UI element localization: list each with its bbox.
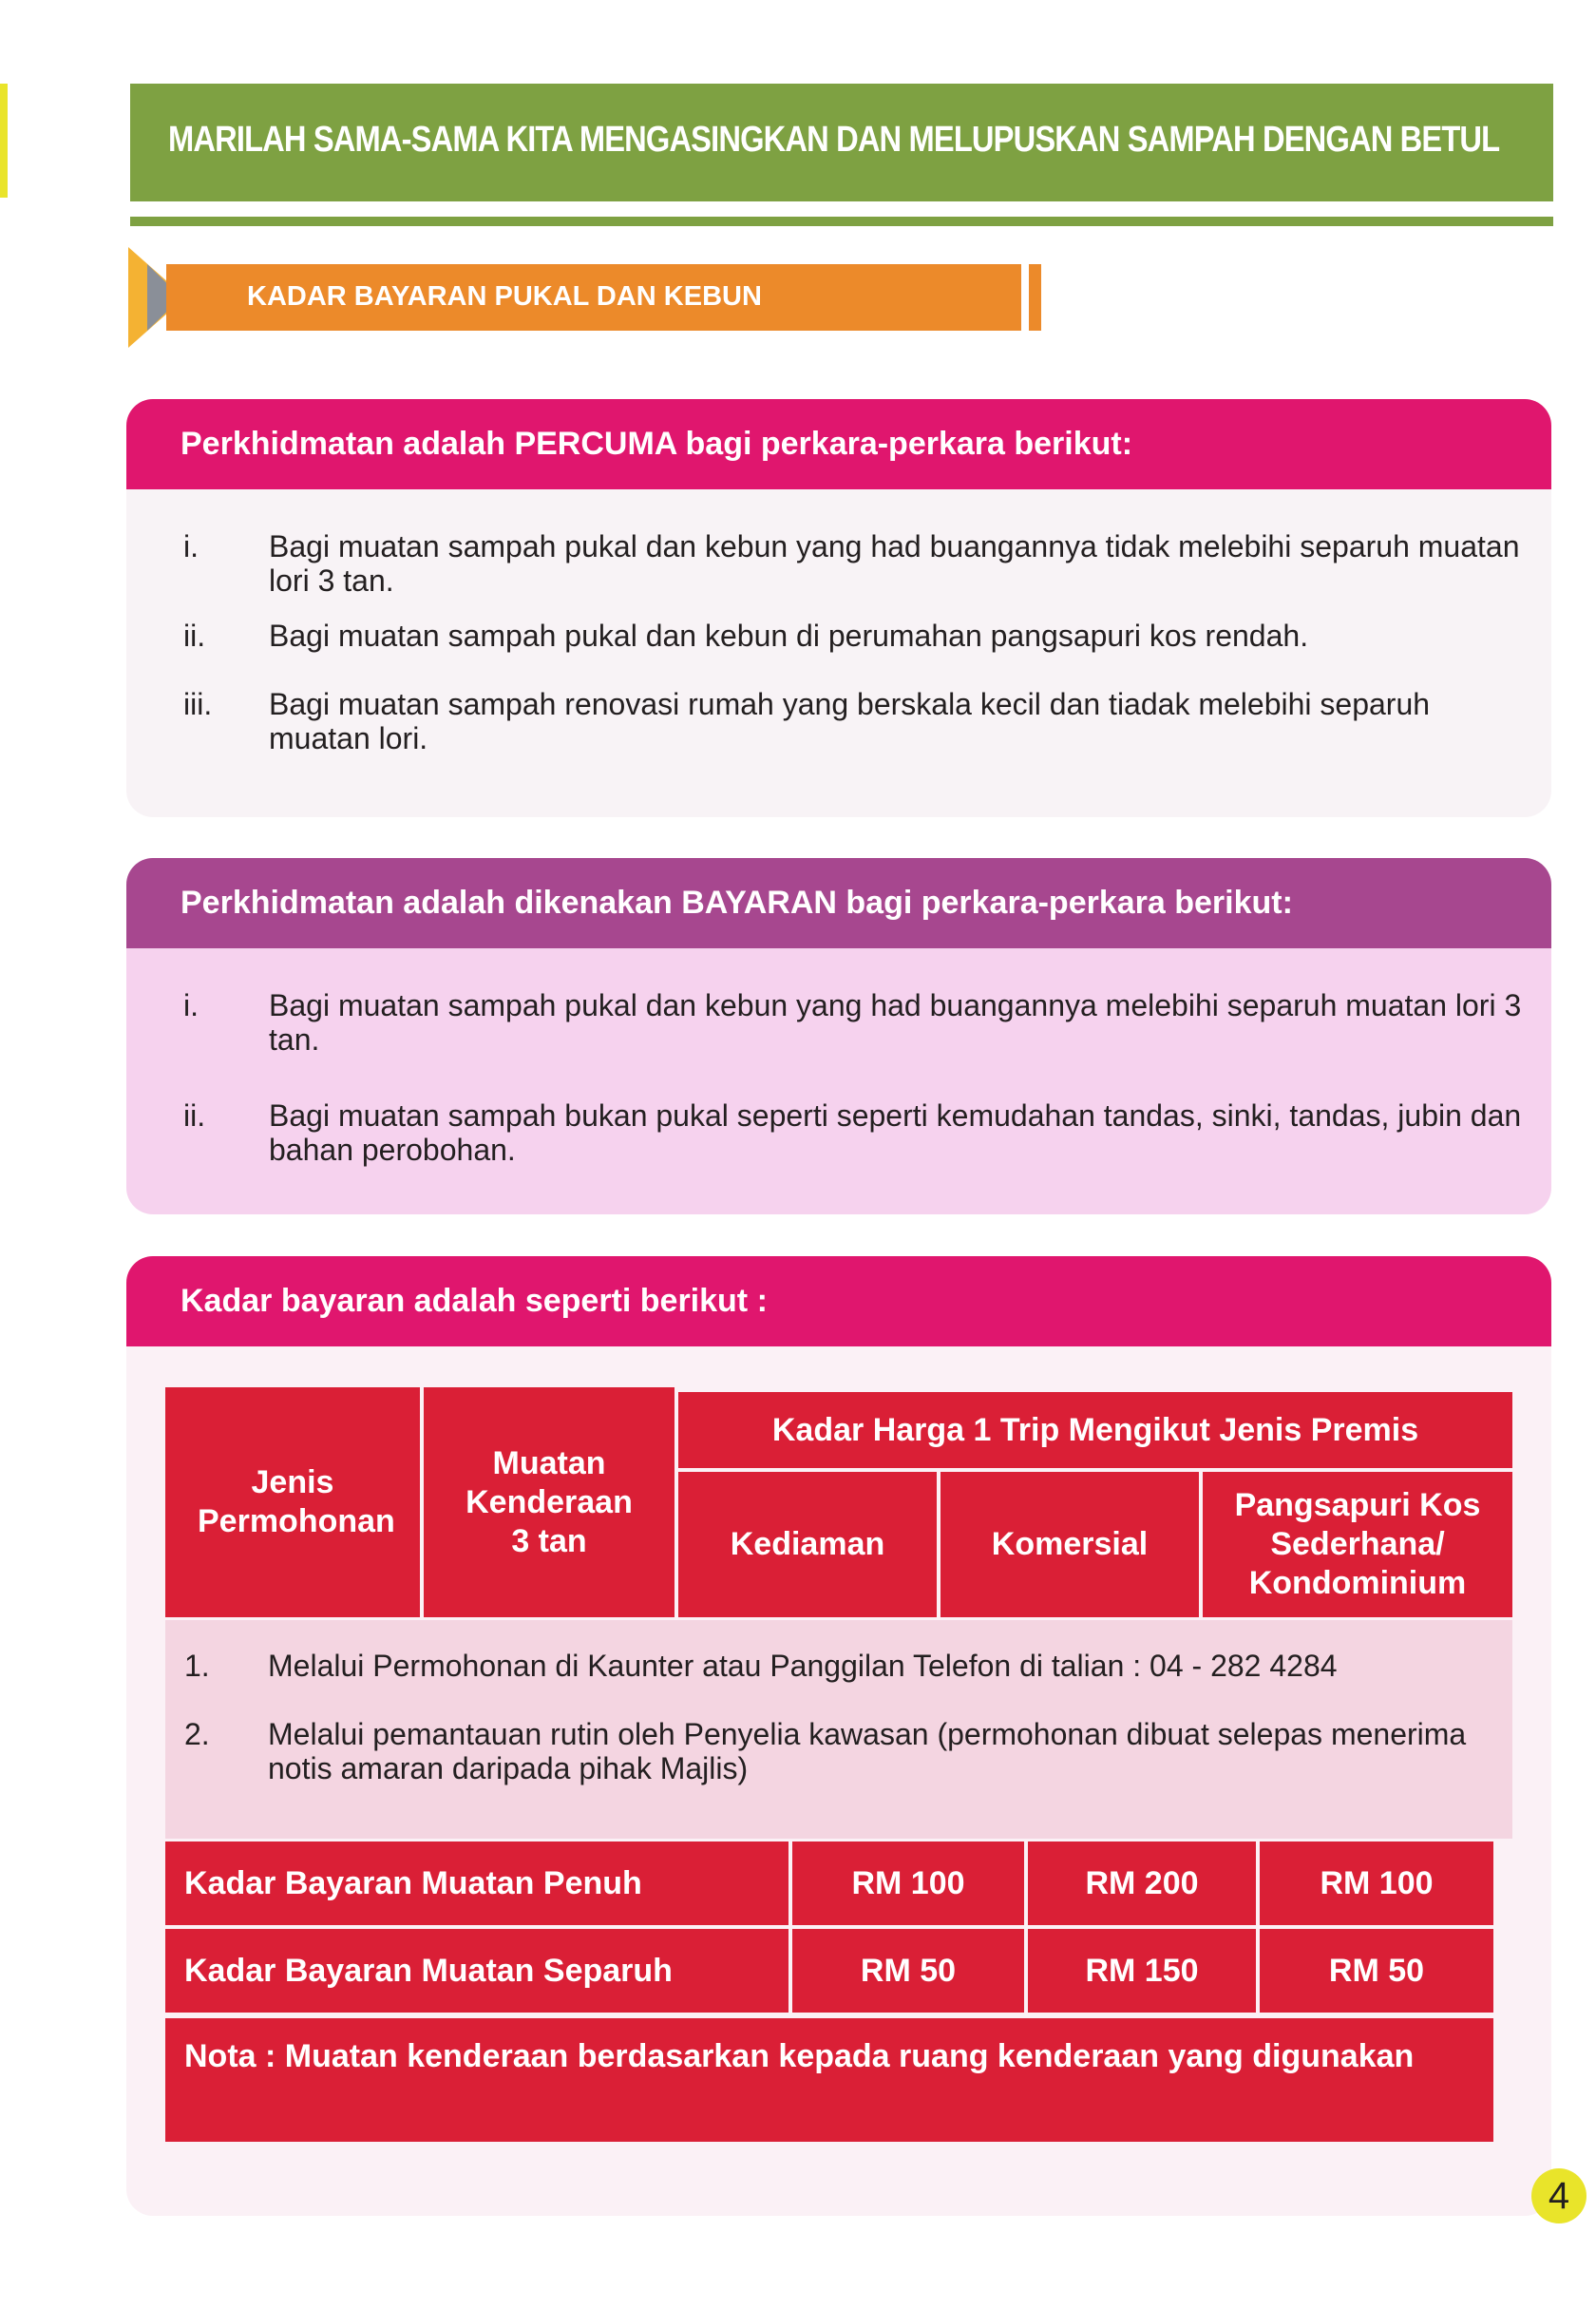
table-cell-komersial [1028, 1841, 1256, 1925]
rate-value: RM 100 [1320, 1864, 1434, 1901]
section-heading: KADAR BAYARAN PUKAL DAN KEBUN [247, 281, 762, 312]
header-pangsapuri [1203, 1472, 1512, 1617]
page-title: MARILAH SAMA-SAMA KITA MENGASINGKAN DAN MELUPUSKAN SAMPAH DENGAN BETUL [168, 120, 1500, 160]
page-number: 4 [1531, 2168, 1586, 2223]
divider [130, 217, 1553, 226]
section-bar-end [1029, 264, 1041, 331]
row-label: Kadar Bayaran Muatan Separuh [184, 1952, 673, 1989]
item-number: i. [183, 529, 199, 563]
free-service-panel [126, 399, 1551, 817]
header-komersial-label: Komersial [991, 1526, 1149, 1562]
table-cell-pangsapuri [1260, 1841, 1493, 1925]
note-number: 1. [184, 1649, 210, 1683]
note-text: Melalui pemantauan rutin oleh Penyelia kawasan (permohonan dibuat selepas menerima notis amaran daripada pihak Majlis) [268, 1717, 1467, 1785]
table-cell-komersial [1028, 1929, 1256, 2013]
header-kediaman [678, 1472, 937, 1617]
rate-value: RM 150 [1085, 1952, 1199, 1989]
free-service-heading: Perkhidmatan adalah PERCUMA bagi perkara-perkara berikut: [180, 426, 1133, 462]
paid-service-header [126, 858, 1551, 948]
header-jenis-permohonan [165, 1387, 420, 1617]
nota-text: Nota : Muatan kenderaan berdasarkan kepada ruang kenderaan yang digunakan [184, 2038, 1415, 2074]
item-number: ii. [183, 619, 206, 653]
rate-value: RM 50 [860, 1952, 957, 1989]
paid-service-panel [126, 858, 1551, 1214]
item-text: Bagi muatan sampah pukal dan kebun di perumahan pangsapuri kos rendah. [269, 619, 1309, 653]
item-text: Bagi muatan sampah pukal dan kebun yang had buangannya melebihi separuh muatan lori 3 tan. [269, 988, 1522, 1057]
table-cell-kediaman [792, 1929, 1024, 2013]
title-banner [130, 84, 1553, 201]
header-muatan-kenderaan [424, 1387, 674, 1617]
header-kadar-label: Kadar Harga 1 Trip Mengikut Jenis Premis [771, 1411, 1419, 1448]
section-heading-bar [166, 264, 1021, 331]
table-cell-kediaman [792, 1841, 1024, 1925]
note-number: 2. [184, 1717, 210, 1751]
header-kadar-harga [678, 1392, 1512, 1468]
item-text: Bagi muatan sampah pukal dan kebun yang had buangannya tidak melebihi separuh muatan lori 3 tan. [269, 529, 1520, 598]
header-muatan-label: Muatan Kenderaan 3 tan [466, 1444, 633, 1559]
nota-row [165, 2018, 1493, 2142]
application-notes [165, 1620, 1512, 1839]
item-number: iii. [183, 687, 213, 721]
rates-heading: Kadar bayaran adalah seperti berikut : [180, 1283, 768, 1319]
header-kediaman-label: Kediaman [730, 1526, 885, 1562]
item-text: Bagi muatan sampah bukan pukal seperti seperti kemudahan tandas, sinki, tandas, jubin dan bahan perobohan. [269, 1098, 1522, 1167]
header-komersial [940, 1472, 1199, 1617]
header-pangsapuri-label: Pangsapuri Kos Sederhana/ Kondominium [1234, 1487, 1481, 1601]
table-row-label [165, 1929, 788, 2013]
free-service-header [126, 399, 1551, 489]
item-text: Bagi muatan sampah renovasi rumah yang berskala kecil dan tiadak melebihi separuh muatan lori. [269, 687, 1431, 755]
rate-value: RM 50 [1328, 1952, 1425, 1989]
rate-value: RM 100 [851, 1864, 965, 1901]
note-text: Melalui Permohonan di Kaunter atau Panggilan Telefon di talian : 04 - 282 4284 [268, 1649, 1338, 1683]
table-cell-pangsapuri [1260, 1929, 1493, 2013]
row-label: Kadar Bayaran Muatan Penuh [184, 1864, 642, 1901]
rates-header [126, 1256, 1551, 1346]
paid-service-heading: Perkhidmatan adalah dikenakan BAYARAN bagi perkara-perkara berikut: [180, 885, 1293, 921]
header-jenis-label: Jenis Permohonan [198, 1464, 395, 1539]
table-row-label [165, 1841, 788, 1925]
rate-value: RM 200 [1085, 1864, 1199, 1901]
page-edge-marker [0, 84, 8, 198]
item-number: ii. [183, 1098, 206, 1133]
item-number: i. [183, 988, 199, 1022]
